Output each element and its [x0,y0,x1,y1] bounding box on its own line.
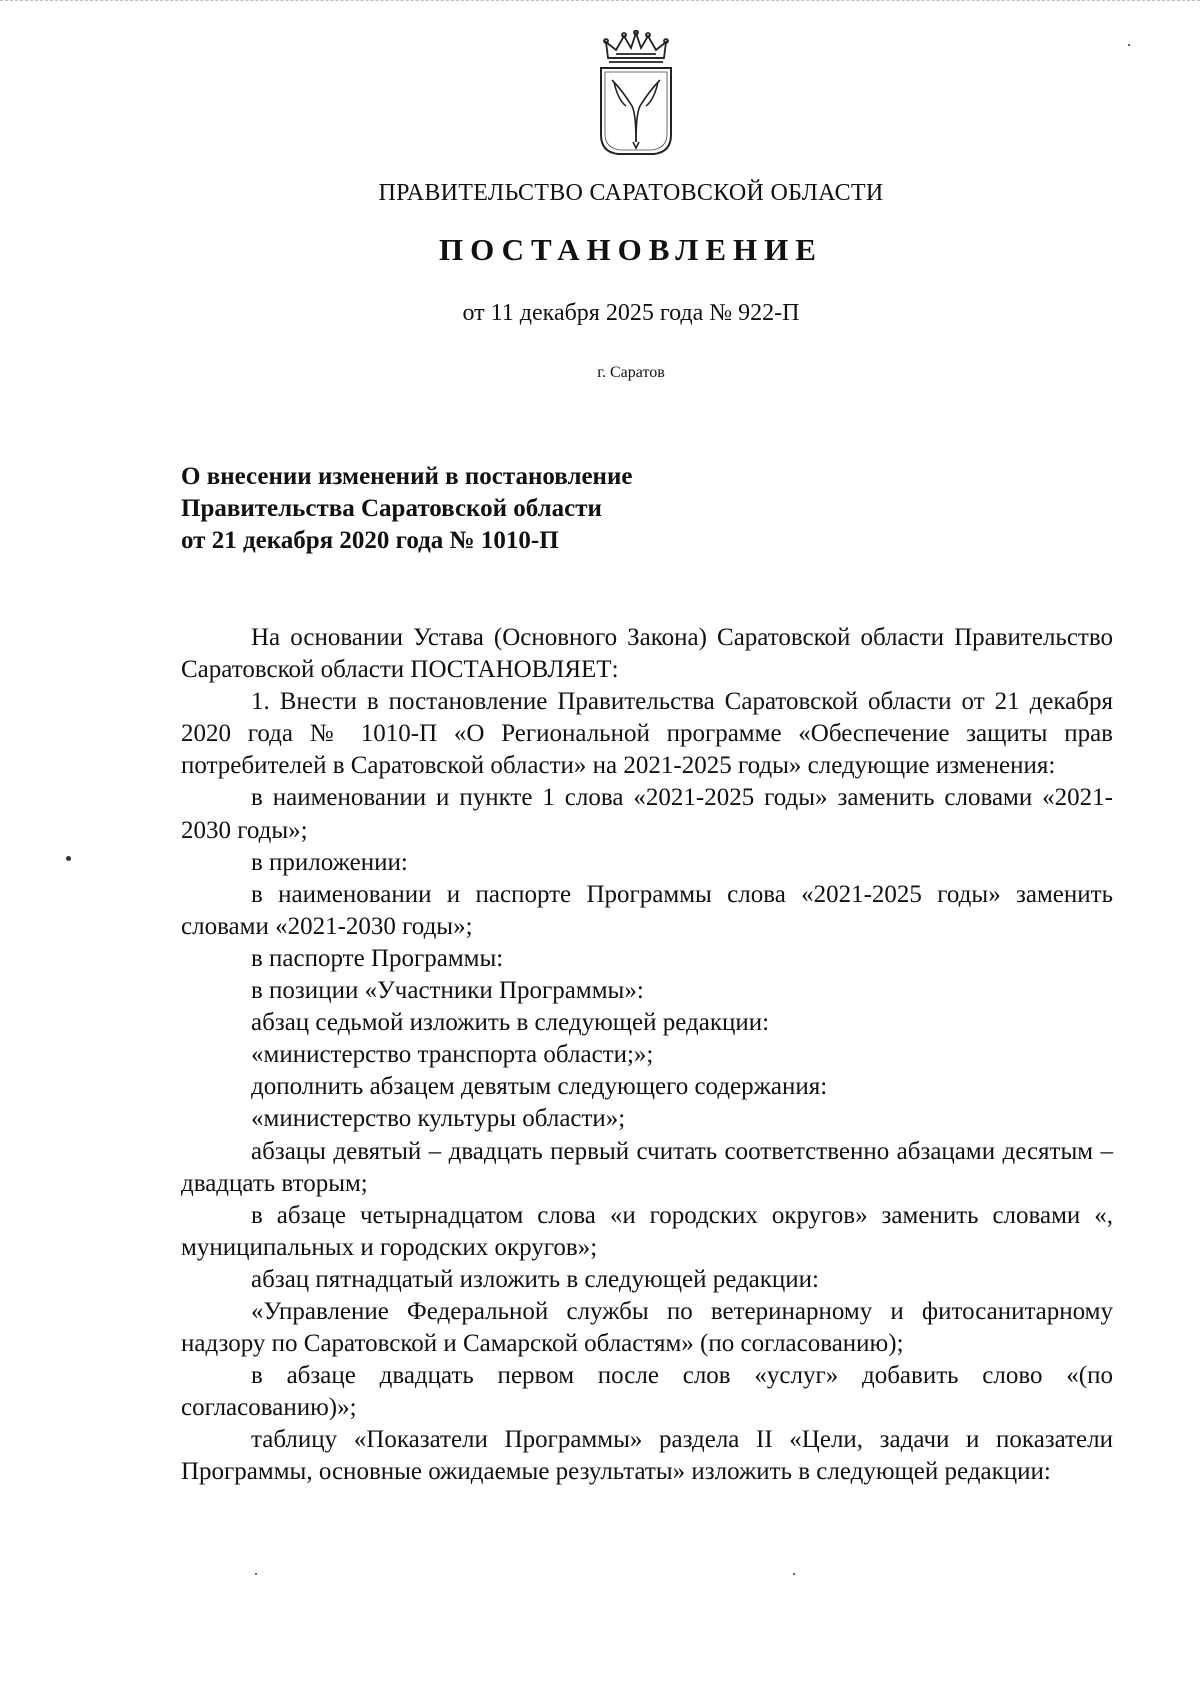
body-paragraph: «министерство культуры области»; [251,1105,626,1133]
body-paragraph: абзац пятнадцатый изложить в следующей редакции: [251,1265,820,1293]
body-paragraph: «министерство транспорта области;»; [251,1041,654,1069]
body-paragraph: в паспорте Программы: [251,944,504,972]
scan-speck [793,1573,795,1575]
saratov-coat-of-arms-icon [596,30,676,160]
government-name: ПРАВИТЕЛЬСТВО САРАТОВСКОЙ ОБЛАСТИ [378,180,884,206]
body-paragraph: «Управление Федеральной службы по ветеринарному и фитосанитарному надзору по Саратовской и Самарской областям» (по согласованию); [181,1297,1113,1358]
body-paragraph: таблицу «Показатели Программы» раздела II «Цели, задачи и показатели Программы, основные ожидаемые результаты» изложить в следующей редакции: [181,1426,1113,1486]
document-city: г. Саратов [597,364,665,381]
scan-speck [66,856,71,861]
document-body [181,622,1113,1489]
body-paragraph: абзац седьмой изложить в следующей редакции: [251,1009,770,1037]
title-line: О внесении изменений в постановление [181,463,633,490]
body-paragraph: в абзаце четырнадцатом слова «и городских округов» заменить словами «, муниципальных и городских округов»; [181,1201,1113,1261]
title-line: от 21 декабря 2020 года № 1010-П [181,527,559,554]
body-paragraph: в позиции «Участники Программы»: [251,977,644,1005]
title-line: Правительства Саратовской области [181,495,602,522]
body-paragraph: абзацы девятый – двадцать первый считать соответственно абзацами десятым – двадцать вторым; [181,1137,1113,1197]
scan-speck [1128,44,1130,46]
body-paragraph: На основании Устава (Основного Закона) Саратовской области Правительство Саратовской области ПОСТАНОВЛЯЕТ: [181,624,1113,684]
body-paragraph: в наименовании и паспорте Программы слова «2021-2025 годы» заменить словами «2021-2030 годы»; [181,880,1113,940]
scan-speck [255,1573,257,1575]
document-date-number: от 11 декабря 2025 года № 922-П [462,300,800,326]
body-paragraph: в наименовании и пункте 1 слова «2021-2025 годы» заменить словами «2021-2030 годы»; [181,784,1113,844]
body-paragraph: в приложении: [251,848,408,876]
body-paragraph: дополнить абзацем девятым следующего содержания: [251,1073,828,1101]
body-paragraph: в абзаце двадцать первом после слов «услуг» добавить слово «(по согласованию)»; [181,1362,1113,1422]
document-title [181,461,632,557]
body-paragraph: 1. Внести в постановление Правительства Саратовской области от 21 декабря 2020 года № 1010-П «О Региональной программе «Обеспечение защиты прав потребителей в Саратовской области» на 2021-2025 годы» следующие изменения: [181,688,1113,780]
scan-edge [0,0,1200,4]
document-type: ПОСТАНОВЛЕНИЕ [439,232,823,267]
